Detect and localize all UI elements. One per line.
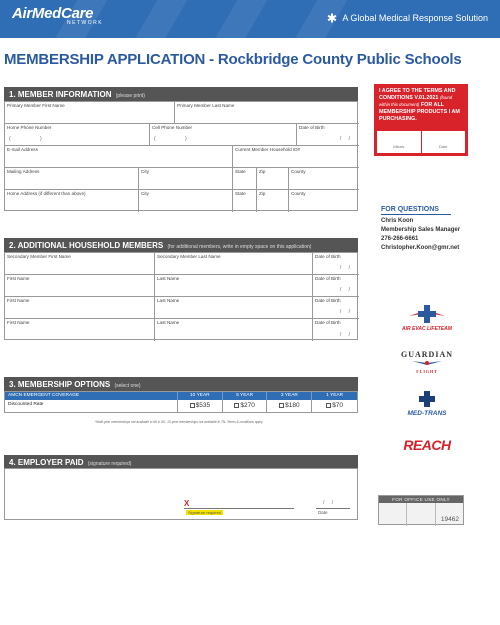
field-label: Home Phone Number: [7, 125, 52, 130]
section-note: (please print): [115, 93, 145, 99]
logo-text: AirMedCare: [12, 5, 94, 22]
guardian-sub-text: FLIGHT: [416, 369, 438, 374]
phone-paren: ( ): [9, 136, 56, 142]
field-label: Primary Member Last Name: [177, 103, 235, 108]
signature-x-mark: X: [184, 499, 190, 508]
discounted-rate-row: [5, 400, 357, 412]
membership-options-table: [4, 391, 358, 413]
household-id-field[interactable]: [233, 146, 359, 168]
field-label: First Name: [7, 320, 30, 325]
price-10-year: $535: [195, 402, 211, 409]
signature-line[interactable]: [184, 508, 294, 509]
air-evac-logo: [392, 304, 462, 334]
section-household-members-heading: [4, 238, 358, 252]
col-10-year: 10 YEAR: [178, 392, 223, 400]
signature-label: Signature required: [188, 510, 221, 515]
home-county-field[interactable]: [289, 190, 359, 212]
agree-small-text: (found within this document): [379, 95, 453, 108]
date-slash: / /: [339, 287, 353, 293]
home-city-field[interactable]: [139, 190, 233, 212]
mailing-county-field[interactable]: [289, 168, 359, 190]
member-4-dob-field[interactable]: [313, 297, 359, 319]
office-use-heading: FOR OFFICE USE ONLY: [379, 496, 463, 503]
member-5-dob-field[interactable]: [313, 319, 359, 341]
med-trans-cross-icon: [416, 390, 438, 408]
member-3-last-name-field[interactable]: [155, 275, 313, 297]
price-1-year: $70: [332, 402, 344, 409]
cell-phone-field[interactable]: [150, 124, 297, 146]
col-3-year: 3 YEAR: [267, 392, 312, 400]
field-label: First Name: [7, 276, 30, 281]
header-banner: [0, 0, 500, 38]
field-label: Home Address (if different than above): [7, 191, 86, 196]
field-label: Last Name: [157, 320, 180, 325]
agree-sign-box: [377, 131, 465, 153]
date-slash: / /: [339, 265, 353, 271]
air-evac-text: AIR EVAC LIFETEAM: [402, 326, 452, 332]
guardian-wings-icon: [412, 359, 442, 367]
reach-logo: REACH: [403, 437, 451, 453]
field-label: Cell Phone Number: [152, 125, 193, 130]
col-5-year: 5 YEAR: [223, 392, 268, 400]
primary-last-name-field[interactable]: [175, 102, 359, 124]
email-field[interactable]: [5, 146, 233, 168]
contact-role: Membership Sales Manager: [381, 227, 461, 233]
office-number: 19462: [440, 516, 459, 523]
guardian-text: GUARDIAN: [401, 350, 453, 359]
checkbox[interactable]: [190, 403, 195, 408]
member-3-dob-field[interactable]: [313, 275, 359, 297]
section-heading-text: 4. EMPLOYER PAID: [9, 458, 84, 467]
agree-text: I AGREE TO THE TERMS AND CONDITIONS V.01.2021: [379, 88, 456, 102]
home-address-field[interactable]: [5, 190, 139, 212]
field-label: Zip: [259, 191, 266, 196]
guardian-flight-logo: [392, 350, 462, 376]
mailing-zip-field[interactable]: [257, 168, 289, 190]
office-cell-3: [436, 503, 463, 526]
office-use-box: [378, 495, 464, 525]
member-3-first-name-field[interactable]: [5, 275, 155, 297]
checkbox[interactable]: [279, 403, 284, 408]
member-4-first-name-field[interactable]: [5, 297, 155, 319]
checkbox[interactable]: [326, 403, 331, 408]
phone-paren: ( ): [154, 136, 201, 142]
field-label: Date of Birth: [299, 125, 325, 130]
member-4-last-name-field[interactable]: [155, 297, 313, 319]
mailing-address-field[interactable]: [5, 168, 139, 190]
field-label: County: [291, 191, 306, 196]
section-note: (for additional members, write in empty space on this application): [167, 244, 312, 250]
airmedcare-logo: [12, 5, 103, 26]
home-state-field[interactable]: [233, 190, 257, 212]
air-evac-cross-icon: [407, 304, 447, 324]
office-cell-2: [407, 503, 435, 526]
field-label: Mailing Address: [7, 169, 40, 174]
primary-first-name-field[interactable]: [5, 102, 175, 124]
date-slash: / /: [339, 309, 353, 315]
field-label: E-mail Address: [7, 147, 38, 152]
questions-heading: FOR QUESTIONS: [381, 206, 451, 215]
contact-email: Christopher.Koon@gmr.net: [381, 245, 460, 251]
field-label: Last Name: [157, 276, 180, 281]
tagline-text: A Global Medical Response Solution: [342, 13, 488, 23]
secondary-first-name-field[interactable]: [5, 253, 155, 275]
field-label: Secondary Member Last Name: [157, 254, 221, 259]
field-label: City: [141, 169, 149, 174]
med-trans-logo: [392, 390, 462, 422]
secondary-last-name-field[interactable]: [155, 253, 313, 275]
field-label: Date of Birth: [315, 298, 341, 303]
field-label: Date of Birth: [315, 254, 341, 259]
col-1-year: 1 YEAR: [326, 393, 344, 398]
field-label: State: [235, 169, 246, 174]
section-employer-paid-heading: [4, 455, 358, 469]
contact-name: Chris Koon: [381, 218, 414, 224]
home-zip-field[interactable]: [257, 190, 289, 212]
page-title: MEMBERSHIP APPLICATION - Rockbridge County Public Schools: [4, 51, 462, 68]
section-heading-text: 1. MEMBER INFORMATION: [9, 90, 112, 99]
option-5-year[interactable]: [223, 400, 268, 412]
mailing-city-field[interactable]: [139, 168, 233, 190]
employer-paid-box: [4, 468, 358, 520]
secondary-dob-field[interactable]: [313, 253, 359, 275]
member-5-first-name-field[interactable]: [5, 319, 155, 341]
price-5-year: $270: [240, 402, 255, 409]
office-cell-1: [379, 503, 407, 526]
field-label: County: [291, 169, 306, 174]
member-information-form: [4, 101, 358, 211]
employer-date-line[interactable]: [316, 508, 350, 509]
date-slash: / /: [339, 332, 353, 338]
member-5-last-name-field[interactable]: [155, 319, 313, 341]
med-trans-text: MED-TRANS: [407, 410, 447, 417]
field-label: Date of Birth: [315, 276, 341, 281]
options-footnote: *Multi-year memberships not available in MI & OK. 10-year memberships not available in TN. Terms & conditions apply.: [95, 420, 264, 424]
field-label: State: [235, 191, 246, 196]
mailing-state-field[interactable]: [233, 168, 257, 190]
star-of-life-icon: [327, 13, 337, 23]
agree-date-field[interactable]: Date: [439, 144, 448, 149]
section-note: (select one): [114, 383, 141, 389]
field-label: First Name: [7, 298, 30, 303]
logo-subtext: NETWORK: [67, 20, 104, 26]
employer-date-label: Date: [318, 510, 328, 515]
agree-text-2: FOR ALL MEMBERSHIP PRODUCTS I AM PURCHASING.: [379, 102, 460, 123]
discounted-rate-label: Discounted Rate: [5, 400, 178, 412]
initials-field[interactable]: Initials: [377, 131, 422, 153]
contact-info: [381, 206, 495, 251]
section-heading-text: 2. ADDITIONAL HOUSEHOLD MEMBERS: [9, 241, 164, 250]
section-membership-options-heading: [4, 377, 358, 391]
section-member-information-heading: [4, 87, 358, 101]
option-1-year[interactable]: [312, 400, 357, 412]
field-label: Primary Member First Name: [7, 103, 65, 108]
field-label: Date of Birth: [315, 320, 341, 325]
section-heading-text: 3. MEMBERSHIP OPTIONS: [9, 380, 111, 389]
household-members-form: [4, 252, 358, 340]
options-header-row: [5, 392, 357, 400]
field-label: Current Member Household ID#: [235, 147, 301, 152]
option-3-year[interactable]: [267, 400, 312, 412]
employer-date-slash: / /: [323, 500, 337, 506]
field-label: Zip: [259, 169, 266, 174]
field-label: Last Name: [157, 298, 180, 303]
section-note: (signature required): [87, 461, 132, 467]
primary-dob-field[interactable]: [297, 124, 359, 146]
field-label: City: [141, 191, 149, 196]
terms-agreement-box: [374, 84, 468, 156]
tagline: [327, 13, 488, 23]
coverage-column-header: AMCN EMERGENT COVERAGE: [5, 392, 178, 400]
field-label: Secondary Member First Name: [7, 254, 71, 259]
office-use-body: [379, 503, 463, 526]
home-phone-field[interactable]: [5, 124, 150, 146]
checkbox[interactable]: [234, 403, 239, 408]
date-slash: / /: [339, 136, 353, 142]
price-3-year: $180: [285, 402, 300, 409]
option-10-year[interactable]: [178, 400, 223, 412]
contact-phone: 276-266-6661: [381, 236, 419, 242]
